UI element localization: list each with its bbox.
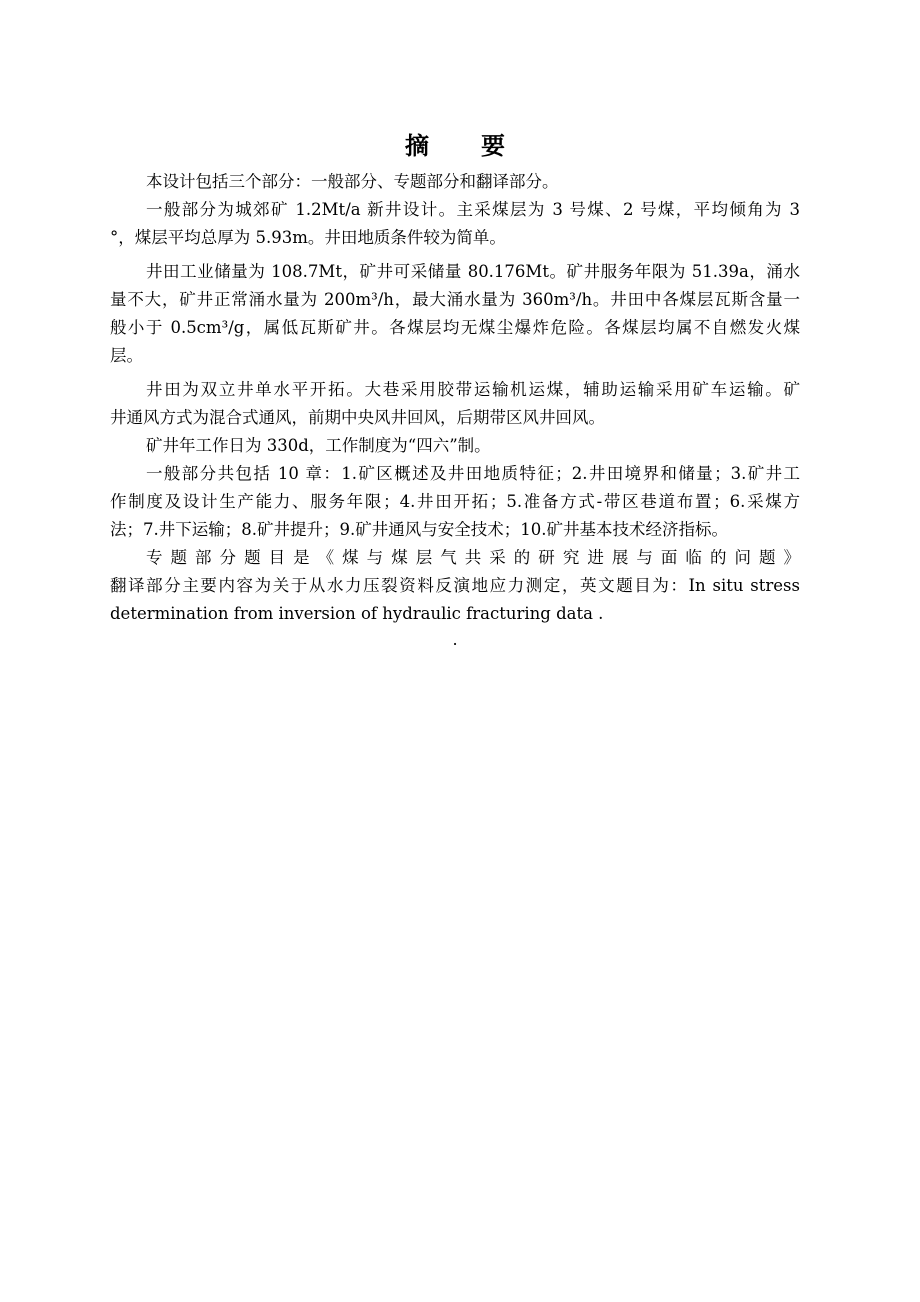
paragraph-line: °，煤层平均总厚为 5.93m。井田地质条件较为简单。 — [110, 228, 506, 247]
paragraph-6 — [110, 460, 800, 544]
paragraph-line: 般小于 0.5cm³/g，属低瓦斯矿井。各煤层均无煤尘爆炸危险。各煤层均属不自燃发火煤 — [110, 318, 800, 337]
paragraph-line: 作制度及设计生产能力、服务年限；4.井田开拓；5.准备方式-带区巷道布置；6.采煤方 — [110, 492, 800, 511]
trailing-mark: . — [452, 630, 458, 649]
paragraph-line: determination from inversion of hydraulic fracturing data . — [110, 604, 604, 623]
paragraph-7 — [110, 544, 800, 628]
paragraph-line: 井田为双立井单水平开拓。大巷采用胶带运输机运煤，辅助运输采用矿车运输。矿 — [146, 380, 800, 399]
paragraph-line: 一般部分共包括 10 章：1.矿区概述及井田地质特征；2.井田境界和储量；3.矿井工 — [146, 464, 800, 483]
paragraph-1 — [110, 168, 800, 196]
paragraph-5 — [110, 432, 800, 460]
paragraph-line: 层。 — [110, 346, 143, 365]
paragraph-3 — [110, 258, 800, 370]
paragraph-line: 量不大，矿井正常涌水量为 200m³/h，最大涌水量为 360m³/h。井田中各煤层瓦斯含量一 — [110, 290, 800, 309]
paragraph-line: 一般部分为城郊矿 1.2Mt/a 新井设计。主采煤层为 3 号煤、2 号煤，平均倾角为 3 — [146, 200, 800, 219]
paragraph-4 — [110, 376, 800, 432]
paragraph-2 — [110, 196, 800, 252]
page-title: 摘 要 — [405, 131, 519, 160]
paragraph-line: 专题部分题目是《煤与煤层气共采的研究进展与面临的问题》 — [146, 548, 800, 567]
paragraph-line: 矿井年工作日为 330d，工作制度为“四六”制。 — [146, 436, 491, 455]
paragraph-line: 井通风方式为混合式通风，前期中央风井回风，后期带区风井回风。 — [110, 408, 605, 427]
paragraph-line: 翻译部分主要内容为关于从水力压裂资料反演地应力测定，英文题目为：In situ stress — [110, 576, 800, 595]
paragraph-line: 法；7.井下运输；8.矿井提升；9.矿井通风与安全技术；10.矿井基本技术经济指标。 — [110, 520, 728, 539]
paragraph-line: 本设计包括三个部分：一般部分、专题部分和翻译部分。 — [146, 172, 559, 191]
paragraph-line: 井田工业储量为 108.7Mt，矿井可采储量 80.176Mt。矿井服务年限为 51.39a，涌水 — [146, 262, 800, 281]
document-page — [110, 128, 800, 650]
